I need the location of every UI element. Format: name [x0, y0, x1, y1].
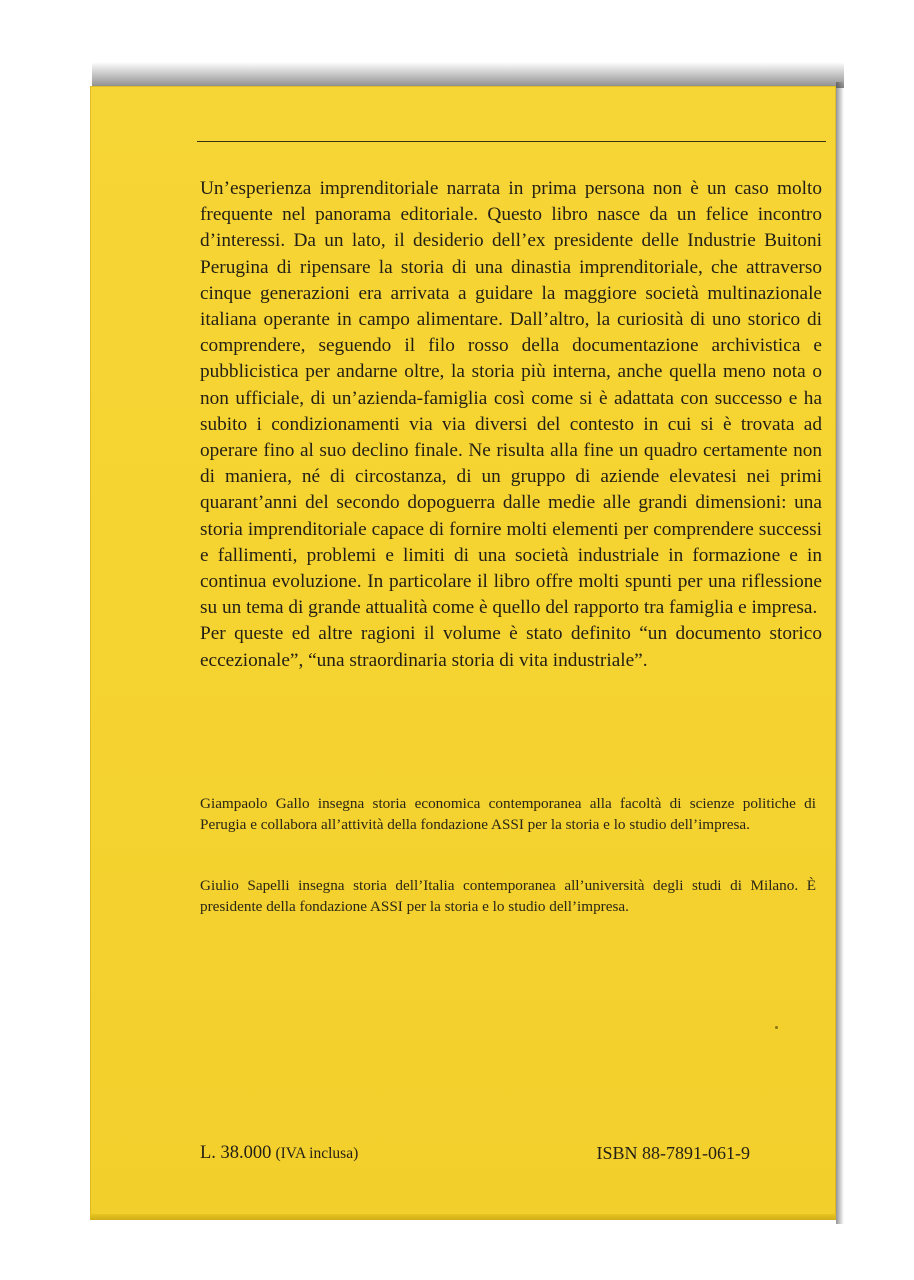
price: L. 38.000 [200, 1143, 272, 1163]
blurb-paragraph-1: Un’esperienza imprenditoriale narrata in prima persona non è un caso molto frequente nel panorama editoriale. Questo libro nasce da un felice incontro d’interessi. Da un lato, il desiderio dell’ex presidente delle Industrie Buitoni Perugina di ripensare la storia di una dinastia imprenditoriale, che attraverso cinque generazioni era arrivata a guidare la maggiore società multinazionale italiana operante in campo alimentare. Dall’altro, la curiosità di uno storico di comprendere, seguendo il filo rosso della documentazione archivistica e pubblicistica per andarne oltre, la storia più interna, anche quella meno nota o non ufficiale, di un’azienda-famiglia così come si è adattata con successo e ha subito i condizionamenti via via diversi del contesto in cui si è trovata ad operare fino al suo declino finale. Ne risulta alla fine un quadro certamente non di maniera, né di circostanza, di un gruppo di aziende elevatesi nei primi quarant’anni del secondo dopoguerra dalle medie alle grandi dimensioni: una storia imprenditoriale capace di fornire molti elementi per comprendere successi e fallimenti, problemi e limiti di una società industriale in formazione e in continua evoluzione. In particolare il libro offre molti spunti per una riflessione su un tema di grande attualità come è quello del rapporto tra famiglia e impresa. [200, 178, 822, 619]
book-shadow-top [92, 62, 844, 88]
cover-bottom-edge [90, 1214, 836, 1220]
price-line [200, 1143, 358, 1164]
top-rule [197, 141, 826, 142]
price-note: (IVA inclusa) [275, 1145, 359, 1162]
blurb-paragraph-2: Per queste ed altre ragioni il volume è stato definito “un documento storico eccezionale”, “una straordinaria storia di vita industriale”. [200, 623, 822, 671]
isbn: ISBN 88-7891-061-9 [596, 1143, 750, 1163]
blurb-text [200, 176, 822, 674]
author-bio-sapelli: Giulio Sapelli insegna storia dell’Italia contemporanea all’università degli studi di Milano. È presidente della fondazione ASSI per la storia e lo studio dell’impresa. [200, 877, 816, 915]
book-shadow-right [836, 82, 844, 1224]
author-bio-gallo: Giampaolo Gallo insegna storia economica contemporanea alla facoltà di scienze politiche di Perugia e collabora all’attività della fondazione ASSI per la storia e lo studio dell’impresa. [200, 795, 816, 833]
paper-speck [775, 1026, 778, 1029]
book-back-cover [90, 86, 836, 1220]
